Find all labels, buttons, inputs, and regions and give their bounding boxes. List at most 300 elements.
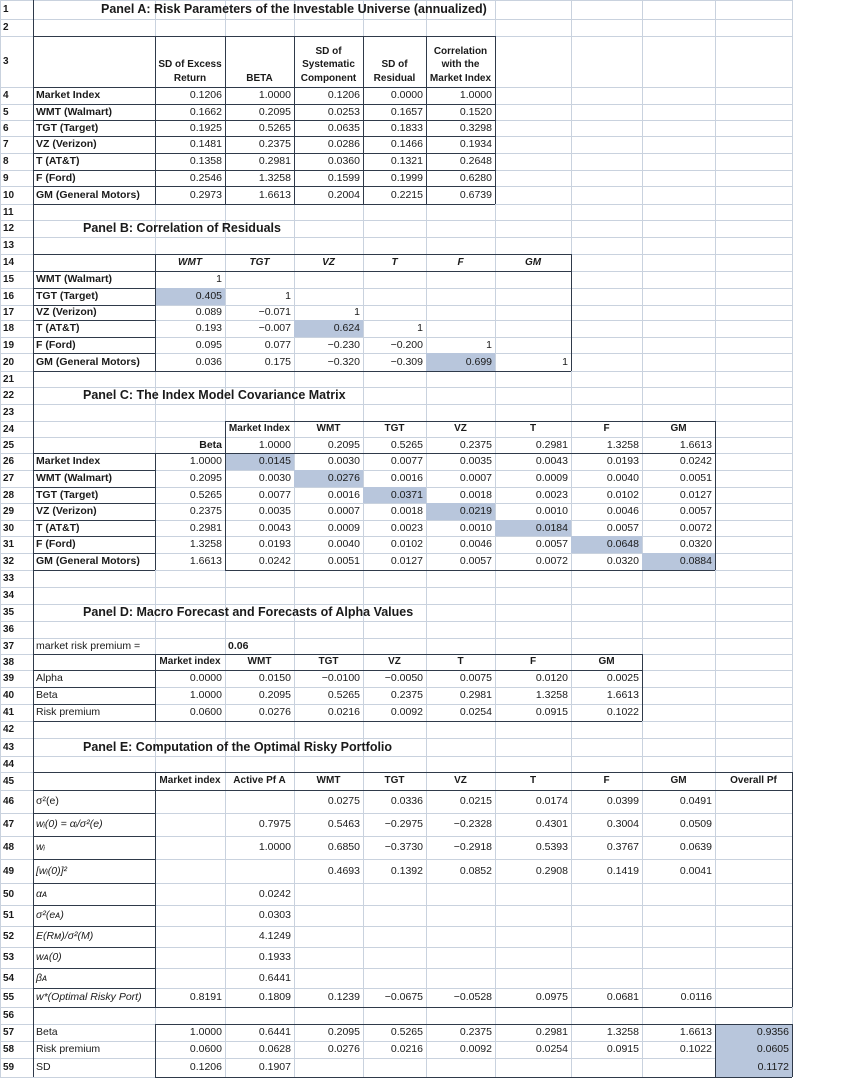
panel-a-row-label[interactable]: T (AT&T) [36,155,80,168]
panel-d-value[interactable]: 0.2375 [390,689,423,702]
panel-a-value[interactable]: 0.1599 [327,171,360,184]
panel-e-row-label[interactable]: wᵢ [36,841,45,854]
panel-e-value[interactable]: 0.4693 [327,864,360,877]
panel-a-header[interactable]: SD of Systematic Component [300,45,357,84]
panel-e-value[interactable]: 0.0399 [606,795,639,808]
panel-e-value[interactable]: 0.0254 [535,1043,568,1056]
panel-c-value[interactable]: 0.0030 [327,455,360,468]
panel-d-header[interactable]: T [457,656,464,667]
panel-d-value[interactable]: 0.0120 [535,672,568,685]
panel-c-beta-value[interactable]: 0.2095 [327,438,360,451]
panel-c-title[interactable]: Panel C: The Index Model Covariance Matrix [83,388,346,403]
panel-e-value[interactable] [225,1007,294,1024]
panel-e-value[interactable]: 0.0116 [680,991,712,1004]
panel-e-value[interactable] [426,1058,495,1077]
panel-a-value[interactable]: 0.1358 [189,155,222,168]
panel-a-value[interactable]: 0.0635 [327,121,360,134]
panel-a-row-label[interactable]: WMT (Walmart) [36,105,113,118]
panel-d-premium-value[interactable]: 0.06 [228,639,249,652]
panel-b-value[interactable]: −0.200 [390,338,423,351]
panel-e-value[interactable] [642,1058,715,1077]
panel-e-value[interactable]: 0.3004 [606,818,639,831]
panel-b-header[interactable]: GM [524,256,542,268]
panel-e-value[interactable]: 0.0975 [535,991,568,1004]
panel-a-value[interactable]: 0.0000 [390,89,423,102]
panel-c-header[interactable]: VZ [454,423,467,434]
panel-e-value[interactable] [715,790,792,813]
panel-a-value[interactable]: 0.1662 [189,105,222,118]
panel-c-row-label[interactable]: WMT (Walmart) [36,472,113,485]
panel-d-value[interactable]: 0.0915 [535,706,568,719]
panel-c-value[interactable]: 0.0077 [390,455,423,468]
panel-c-value[interactable]: 0.0127 [390,555,423,568]
panel-b-row-label[interactable]: TGT (Target) [36,290,99,303]
panel-e-value[interactable] [363,947,426,968]
panel-e-row-label[interactable]: σ²(e) [36,795,59,808]
panel-b-value[interactable]: 1 [216,273,222,286]
panel-e-value[interactable] [155,859,225,883]
panel-c-row-label[interactable]: Market Index [36,455,101,468]
panel-e-row-label[interactable]: βᴀ [36,971,48,984]
panel-e-value[interactable] [225,790,294,813]
panel-e-row-label[interactable]: αᴀ [36,887,48,900]
panel-d-value[interactable]: 1.6613 [606,689,639,702]
panel-c-header[interactable]: F [603,423,610,434]
panel-e-value[interactable]: 1.3258 [606,1026,639,1039]
panel-d-value[interactable]: 0.0216 [327,706,360,719]
panel-c-value[interactable]: 0.0009 [327,521,360,534]
panel-b-value[interactable]: 0.193 [195,322,222,335]
panel-a-value[interactable]: 0.2546 [189,171,222,184]
panel-c-value[interactable]: 0.0018 [459,488,492,501]
panel-c-value[interactable]: 0.0371 [363,487,426,503]
panel-e-header[interactable]: Overall Pf [730,775,777,786]
panel-e-value[interactable]: 0.6441 [258,1026,291,1039]
panel-a-value[interactable]: 0.1925 [189,121,222,134]
panel-d-header[interactable]: GM [598,656,615,667]
panel-e-value[interactable] [294,947,363,968]
panel-e-value[interactable]: 1.0000 [258,841,291,854]
panel-a-value[interactable]: 0.2981 [258,155,291,168]
panel-c-beta-value[interactable]: 1.3258 [606,438,639,451]
panel-e-value[interactable]: 0.0041 [679,864,712,877]
panel-e-value[interactable]: −0.2918 [453,841,492,854]
panel-a-value[interactable]: 0.5265 [258,121,291,134]
panel-d-value[interactable]: 0.0150 [258,672,291,685]
panel-b-value[interactable]: 0.405 [155,288,225,305]
panel-c-value[interactable]: 0.0043 [535,455,568,468]
panel-e-value[interactable] [155,790,225,813]
panel-c-value[interactable]: 0.0035 [459,455,492,468]
panel-e-value[interactable]: −0.2975 [384,818,423,831]
panel-c-value[interactable]: 0.0648 [571,536,642,553]
panel-e-header[interactable]: Market index [159,775,221,786]
panel-e-row-label[interactable]: w*(Optimal Risky Port) [36,991,142,1004]
panel-b-row-label[interactable]: VZ (Verizon) [36,306,97,319]
panel-a-value[interactable]: 0.1321 [390,155,423,168]
panel-e-value[interactable] [642,926,715,947]
panel-d-premium-label[interactable]: market risk premium = [36,639,141,652]
panel-e-value[interactable] [715,859,792,883]
panel-c-value[interactable]: 0.0276 [294,470,363,487]
panel-a-value[interactable]: 0.1520 [459,105,492,118]
panel-c-value[interactable]: 0.0145 [225,453,294,470]
panel-b-value[interactable]: 0.175 [264,355,291,368]
panel-e-value[interactable] [363,968,426,988]
panel-e-value[interactable] [155,813,225,836]
panel-e-value[interactable] [363,883,426,905]
panel-c-value[interactable]: 0.0072 [679,521,712,534]
panel-e-value[interactable]: 0.5265 [390,1026,423,1039]
panel-d-header[interactable]: Market index [159,656,221,667]
panel-d-value[interactable]: 0.2981 [459,689,492,702]
panel-d-value[interactable]: 0.2095 [258,689,291,702]
panel-c-row-beta[interactable]: 1.3258 [189,538,222,551]
panel-e-value[interactable]: 0.2908 [535,864,568,877]
panel-b-value[interactable]: 1 [486,338,492,351]
panel-d-value[interactable]: 0.0254 [459,706,492,719]
panel-e-value[interactable] [426,926,495,947]
panel-e-value[interactable] [495,883,571,905]
panel-c-row-label[interactable]: VZ (Verizon) [36,505,97,518]
panel-c-row-label[interactable]: T (AT&T) [36,521,80,534]
panel-e-header[interactable]: VZ [454,775,467,786]
panel-c-value[interactable]: 0.0007 [327,505,360,518]
panel-d-value[interactable]: 0.0025 [606,672,639,685]
panel-e-value[interactable] [495,968,571,988]
panel-a-row-label[interactable]: GM (General Motors) [36,188,140,201]
panel-e-value[interactable]: 0.0174 [535,795,568,808]
panel-e-value[interactable]: 0.5393 [535,841,568,854]
panel-b-header[interactable]: T [391,256,398,268]
panel-c-value[interactable]: 0.0016 [390,472,423,485]
panel-c-value[interactable]: 0.0219 [426,503,495,520]
panel-c-value[interactable]: 0.0320 [679,538,712,551]
panel-e-value[interactable]: 0.9356 [715,1024,792,1041]
panel-e-header[interactable]: Active Pf A [233,775,286,786]
panel-d-value[interactable]: 0.0600 [189,706,222,719]
panel-e-value[interactable] [155,926,225,947]
panel-b-title[interactable]: Panel B: Correlation of Residuals [83,221,281,236]
panel-c-header[interactable]: GM [670,423,687,434]
panel-e-value[interactable]: 0.0605 [715,1041,792,1058]
panel-a-value[interactable]: 0.1999 [390,171,423,184]
panel-d-value[interactable]: 0.0075 [459,672,492,685]
panel-e-value[interactable]: 0.0852 [459,864,492,877]
panel-c-beta-label[interactable]: Beta [199,438,222,451]
panel-b-value[interactable]: 0.095 [195,338,222,351]
panel-b-value[interactable]: 1 [354,306,360,319]
panel-c-header[interactable]: Market Index [228,423,291,434]
panel-e-value[interactable]: 0.0600 [189,1043,222,1056]
panel-e-value[interactable] [294,883,363,905]
panel-e-value[interactable] [155,836,225,859]
panel-c-value[interactable]: 0.0102 [606,488,639,501]
panel-e-value[interactable]: 0.0303 [258,909,291,922]
panel-e-value[interactable]: 1.6613 [679,1026,712,1039]
panel-c-value[interactable]: 0.0051 [327,555,360,568]
panel-e-value[interactable] [155,947,225,968]
panel-b-value[interactable]: 1 [562,355,568,368]
panel-c-row-label[interactable]: F (Ford) [36,538,76,551]
panel-e-value[interactable] [715,926,792,947]
panel-b-value[interactable]: 1 [285,290,291,303]
panel-e-value[interactable]: 0.0681 [606,991,639,1004]
panel-e-value[interactable] [715,836,792,859]
panel-b-value[interactable]: 0.077 [264,338,291,351]
panel-e-value[interactable]: 0.1907 [258,1061,291,1074]
panel-e-value[interactable]: 0.1022 [679,1043,712,1056]
panel-d-value[interactable]: 1.3258 [535,689,568,702]
panel-a-value[interactable]: 0.2095 [258,105,291,118]
panel-d-value[interactable]: 0.0092 [390,706,423,719]
panel-e-value[interactable] [294,968,363,988]
panel-e-value[interactable]: 0.6441 [258,971,291,984]
panel-e-value[interactable] [363,926,426,947]
panel-a-value[interactable]: 0.2215 [390,188,423,201]
panel-c-value[interactable]: 0.0242 [258,555,291,568]
panel-e-value[interactable]: 0.0628 [258,1043,291,1056]
panel-e-value[interactable]: 0.7975 [258,818,291,831]
panel-e-value[interactable]: 0.2981 [535,1026,568,1039]
panel-e-value[interactable]: −0.2328 [453,818,492,831]
panel-c-value[interactable]: 0.0884 [642,553,715,570]
panel-c-value[interactable]: 0.0023 [535,488,568,501]
panel-b-value[interactable]: 0.089 [195,306,222,319]
panel-e-value[interactable]: −0.0675 [384,991,423,1004]
panel-a-header[interactable]: BETA [246,72,273,84]
panel-b-header[interactable]: F [457,256,464,268]
panel-c-row-beta[interactable]: 1.6613 [189,555,222,568]
panel-c-value[interactable]: 0.0057 [459,555,492,568]
panel-b-row-label[interactable]: T (AT&T) [36,322,80,335]
panel-e-value[interactable] [426,905,495,926]
panel-e-value[interactable]: 0.1419 [606,864,639,877]
panel-d-value[interactable]: 0.5265 [327,689,360,702]
panel-d-header[interactable]: VZ [388,656,401,667]
panel-e-row-label[interactable]: Risk premium [36,1043,101,1056]
panel-c-value[interactable]: 0.0057 [606,521,639,534]
panel-e-value[interactable]: 0.8191 [189,991,222,1004]
panel-e-value[interactable] [426,883,495,905]
panel-e-value[interactable]: 0.0276 [327,1043,360,1056]
panel-e-row-label[interactable] [33,1007,155,1024]
panel-e-value[interactable] [363,1058,426,1077]
panel-e-value[interactable]: 0.0509 [679,818,712,831]
panel-a-row-label[interactable]: VZ (Verizon) [36,138,97,151]
panel-e-value[interactable]: 0.0491 [679,795,712,808]
panel-e-value[interactable] [155,905,225,926]
panel-a-value[interactable]: 0.1206 [327,89,360,102]
panel-e-value[interactable] [495,905,571,926]
panel-a-value[interactable]: 0.2004 [327,188,360,201]
panel-c-row-label[interactable]: TGT (Target) [36,488,99,501]
panel-e-value[interactable] [571,883,642,905]
panel-e-value[interactable]: 0.1809 [258,991,291,1004]
panel-d-header[interactable]: WMT [247,656,272,667]
panel-c-value[interactable]: 0.0193 [606,455,639,468]
panel-e-value[interactable]: 0.0336 [390,795,423,808]
panel-e-value[interactable]: 0.1206 [189,1061,222,1074]
panel-e-value[interactable] [571,905,642,926]
panel-d-title[interactable]: Panel D: Macro Forecast and Forecasts of Alpha Values [83,605,414,620]
panel-c-value[interactable]: 0.0043 [258,521,291,534]
panel-e-value[interactable] [363,1007,426,1024]
panel-c-row-beta[interactable]: 0.2375 [189,505,222,518]
panel-e-value[interactable] [426,1007,495,1024]
panel-a-title[interactable]: Panel A: Risk Parameters of the Investable Universe (annualized) [101,2,487,17]
panel-d-header[interactable]: F [529,656,537,667]
panel-a-value[interactable]: 0.1833 [390,121,423,134]
panel-a-value[interactable]: 0.1481 [189,138,222,151]
panel-e-value[interactable] [155,883,225,905]
panel-a-value[interactable]: 0.1206 [189,89,222,102]
panel-e-header[interactable]: T [529,775,537,786]
panel-e-value[interactable] [155,968,225,988]
panel-e-value[interactable] [294,905,363,926]
panel-e-value[interactable]: 0.2095 [327,1026,360,1039]
panel-e-value[interactable]: 1.0000 [189,1026,222,1039]
panel-e-row-label[interactable]: [wᵢ(0)]² [36,864,68,877]
panel-e-value[interactable]: 0.0275 [327,795,360,808]
panel-e-value[interactable]: 0.0092 [459,1043,492,1056]
panel-c-value[interactable]: 0.0018 [390,505,423,518]
panel-a-header[interactable]: Correlation with the Market Index [429,45,492,84]
panel-e-row-label[interactable]: σ²(eᴀ) [36,909,64,922]
panel-c-header[interactable]: TGT [384,423,405,434]
panel-e-value[interactable] [294,1007,363,1024]
panel-e-value[interactable] [642,905,715,926]
panel-e-value[interactable]: 0.0915 [606,1043,639,1056]
panel-e-value[interactable] [715,988,792,1007]
panel-e-value[interactable] [571,947,642,968]
panel-c-value[interactable]: 0.0242 [679,455,712,468]
panel-d-header[interactable]: TGT [318,656,339,667]
panel-a-value[interactable]: 0.3298 [459,121,492,134]
panel-e-value[interactable] [715,883,792,905]
panel-e-value[interactable]: 0.0215 [459,795,492,808]
panel-c-row-beta[interactable]: 0.5265 [189,488,222,501]
panel-a-header[interactable]: SD of Excess Return [158,59,222,84]
panel-c-header[interactable]: WMT [316,423,341,434]
panel-e-value[interactable]: −0.3730 [384,841,423,854]
panel-e-value[interactable]: 0.1172 [715,1058,792,1077]
panel-d-value[interactable]: −0.0100 [321,672,360,685]
panel-c-value[interactable]: 0.0127 [679,488,712,501]
panel-e-value[interactable] [642,968,715,988]
panel-e-value[interactable] [642,1007,715,1024]
panel-d-value[interactable]: 0.1022 [606,706,639,719]
panel-a-row-label[interactable]: F (Ford) [36,171,76,184]
panel-c-value[interactable]: 0.0023 [390,521,423,534]
panel-c-value[interactable]: 0.0057 [679,505,712,518]
panel-e-value[interactable] [294,1058,363,1077]
panel-a-value[interactable]: 1.0000 [258,89,291,102]
panel-c-value[interactable]: 0.0184 [495,520,571,536]
panel-b-value[interactable]: 0.699 [426,353,495,371]
panel-c-beta-value[interactable]: 0.2981 [535,438,568,451]
panel-c-value[interactable]: 0.0051 [679,472,712,485]
panel-d-value[interactable]: 0.0000 [189,672,222,685]
panel-a-value[interactable]: 0.0286 [327,138,360,151]
panel-e-value[interactable] [642,883,715,905]
panel-e-header[interactable]: TGT [384,775,405,786]
panel-e-value[interactable] [715,947,792,968]
panel-b-value[interactable]: 0.036 [195,355,222,368]
panel-b-value[interactable]: −0.071 [258,306,291,319]
panel-e-value[interactable]: 0.1239 [327,991,360,1004]
panel-c-value[interactable]: 0.0009 [535,472,568,485]
panel-e-title[interactable]: Panel E: Computation of the Optimal Risky Portfolio [83,739,393,754]
panel-c-value[interactable]: 0.0030 [258,472,291,485]
panel-b-row-label[interactable]: GM (General Motors) [36,355,140,368]
panel-d-value[interactable]: 0.0276 [258,706,291,719]
panel-e-value[interactable]: 0.0242 [258,887,291,900]
panel-e-value[interactable] [363,905,426,926]
panel-e-value[interactable]: 0.6850 [327,841,360,854]
panel-e-value[interactable] [715,968,792,988]
panel-a-value[interactable]: 0.0253 [327,105,360,118]
panel-c-value[interactable]: 0.0010 [459,521,492,534]
panel-c-value[interactable]: 0.0010 [535,505,568,518]
panel-c-value[interactable]: 0.0040 [327,538,360,551]
panel-c-value[interactable]: 0.0040 [606,472,639,485]
panel-c-value[interactable]: 0.0072 [535,555,568,568]
panel-e-value[interactable] [495,1007,571,1024]
panel-a-header[interactable]: SD of Residual [373,59,416,84]
panel-e-value[interactable] [715,1007,792,1024]
panel-d-row-label[interactable]: Risk premium [36,706,101,719]
panel-a-row-label[interactable]: TGT (Target) [36,121,99,134]
panel-c-value[interactable]: 0.0046 [459,538,492,551]
panel-e-value[interactable]: 0.3767 [606,841,639,854]
panel-e-header[interactable]: WMT [316,775,341,786]
panel-b-value[interactable]: −0.007 [258,322,291,335]
panel-e-value[interactable] [225,859,294,883]
panel-e-value[interactable] [426,968,495,988]
panel-e-value[interactable]: 0.1933 [258,951,291,964]
panel-c-value[interactable]: 0.0057 [535,538,568,551]
panel-e-value[interactable]: 0.2375 [459,1026,492,1039]
panel-b-header[interactable]: VZ [322,256,335,268]
panel-c-header[interactable]: T [529,423,537,434]
panel-e-value[interactable] [495,1058,571,1077]
panel-c-row-label[interactable]: GM (General Motors) [36,555,140,568]
panel-e-value[interactable]: 0.4301 [535,818,568,831]
panel-e-value[interactable] [155,1007,225,1024]
panel-a-value[interactable]: 1.6613 [258,188,291,201]
panel-a-value[interactable]: 0.6739 [459,188,492,201]
panel-d-row-label[interactable]: Alpha [36,672,63,685]
panel-a-value[interactable]: 0.1466 [390,138,423,151]
panel-a-value[interactable]: 0.1657 [390,105,423,118]
panel-c-row-beta[interactable]: 0.2981 [189,521,222,534]
panel-e-value[interactable]: 4.1249 [258,930,291,943]
panel-e-value[interactable] [426,947,495,968]
panel-e-row-label[interactable]: SD [36,1061,51,1074]
panel-a-value[interactable]: 0.2375 [258,138,291,151]
panel-b-value[interactable]: 0.624 [294,320,363,337]
panel-c-value[interactable]: 0.0077 [258,488,291,501]
panel-e-value[interactable]: 0.1392 [390,864,423,877]
panel-d-value[interactable]: −0.0050 [384,672,423,685]
panel-e-row-label[interactable]: E(Rᴍ)/σ²(M) [36,930,94,943]
panel-e-header[interactable]: F [603,775,610,786]
panel-c-value[interactable]: 0.0102 [390,538,423,551]
panel-b-row-label[interactable]: WMT (Walmart) [36,273,113,286]
panel-a-value[interactable]: 0.2648 [459,155,492,168]
panel-e-row-label[interactable]: wᴀ(0) [36,951,62,964]
